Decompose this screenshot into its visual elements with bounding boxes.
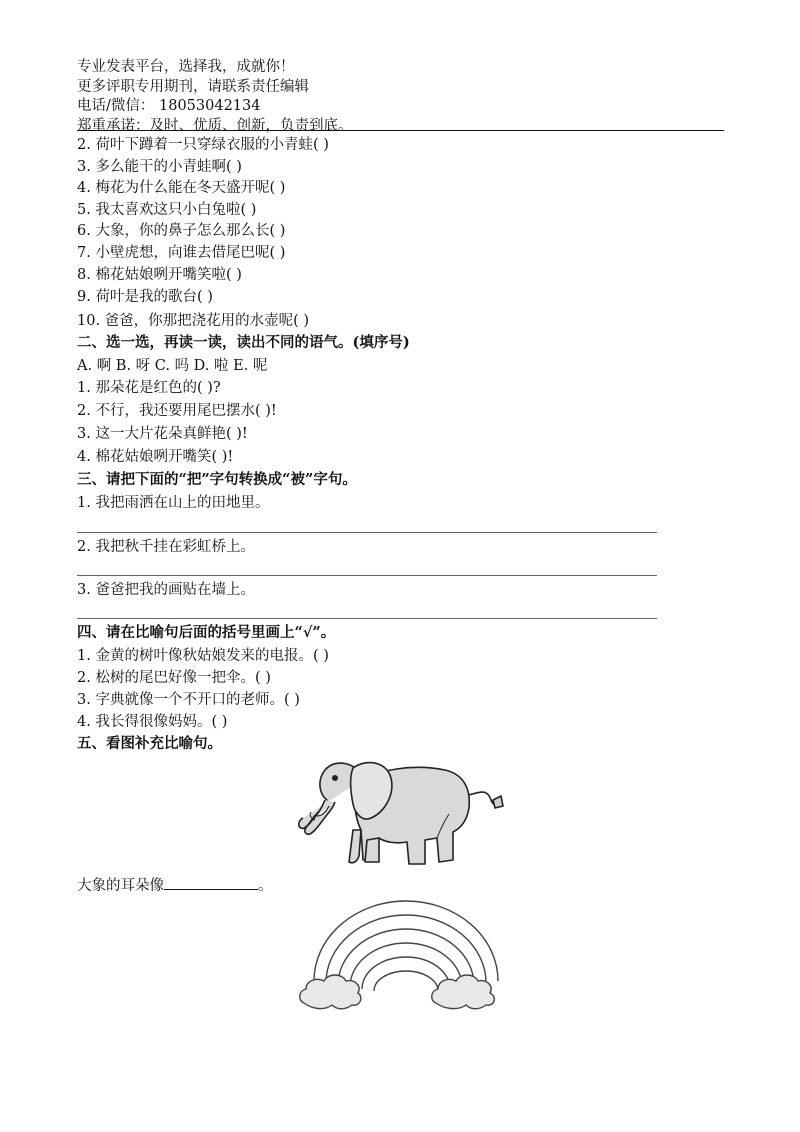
list-item: 3. 字典就像一个不开口的老师。( ) <box>77 692 300 708</box>
list-item: 1. 我把雨洒在山上的田地里。 <box>77 495 270 511</box>
header-block <box>77 58 724 136</box>
section-5-title: 五、看图补充比喻句。 <box>77 735 222 752</box>
list-item: 2. 松树的尾巴好像一把伞。( ) <box>77 670 271 686</box>
elephant-image <box>295 748 507 870</box>
list-item: 7. 小壁虎想，向谁去借尾巴呢( ) <box>77 245 286 261</box>
list-item: 9. 荷叶是我的歌台( ) <box>77 289 213 305</box>
options-line: A. 啊 B. 呀 C. 吗 D. 啦 E. 呢 <box>77 358 268 374</box>
list-item: 2. 不行，我还要用尾巴摆水( )! <box>77 403 277 419</box>
list-item: 1. 那朵花是红色的( )? <box>77 380 221 396</box>
header-line-1: 专业发表平台，选择我，成就你！ <box>77 59 295 75</box>
list-item: 2. 我把秋千挂在彩虹桥上。 <box>77 539 255 555</box>
header-line-3: 电话/微信： 18053042134 <box>77 98 261 114</box>
list-item: 5. 我太喜欢这只小白兔啦( ) <box>77 202 257 218</box>
fill-in-prompt <box>77 875 273 896</box>
list-item: 4. 棉花姑娘咧开嘴笑( )! <box>77 449 234 465</box>
section-4-title: 四、请在比喻句后面的括号里画上“√”。 <box>77 624 336 641</box>
prompt-suffix: 。 <box>258 878 273 894</box>
list-item: 3. 爸爸把我的画贴在墙上。 <box>77 582 255 598</box>
answer-line[interactable] <box>77 532 657 533</box>
answer-blank[interactable] <box>164 875 258 890</box>
list-item: 3. 多么能干的小青蛙啊( ) <box>77 159 242 175</box>
answer-line[interactable] <box>77 618 657 619</box>
list-item: 10. 爸爸，你那把浇花用的水壶呢( ) <box>77 313 310 329</box>
section-2-title: 二、选一选，再读一读，读出不同的语气。(填序号) <box>77 334 410 351</box>
answer-line[interactable] <box>77 575 657 576</box>
list-item: 6. 大象，你的鼻子怎么那么长( ) <box>77 223 286 239</box>
header-divider <box>77 130 724 131</box>
section-3-title: 三、请把下面的“把”字句转换成“被”字句。 <box>77 471 357 488</box>
list-item: 4. 我长得很像妈妈。( ) <box>77 714 228 730</box>
list-item: 2. 荷叶下蹲着一只穿绿衣服的小青蛙( ) <box>77 137 329 153</box>
list-item: 4. 梅花为什么能在冬天盛开呢( ) <box>77 180 286 196</box>
header-line-4: 郑重承诺：及时、优质、创新，负责到底。 <box>77 117 353 134</box>
list-item: 3. 这一大片花朵真鲜艳( )! <box>77 426 248 442</box>
rainbow-image <box>296 893 516 1015</box>
header-line-2: 更多评职专用期刊，请联系责任编辑 <box>77 78 309 95</box>
prompt-prefix: 大象的耳朵像 <box>77 878 164 894</box>
list-item: 1. 金黄的树叶像秋姑娘发来的电报。( ) <box>77 648 329 664</box>
list-item: 8. 棉花姑娘咧开嘴笑啦( ) <box>77 267 242 283</box>
